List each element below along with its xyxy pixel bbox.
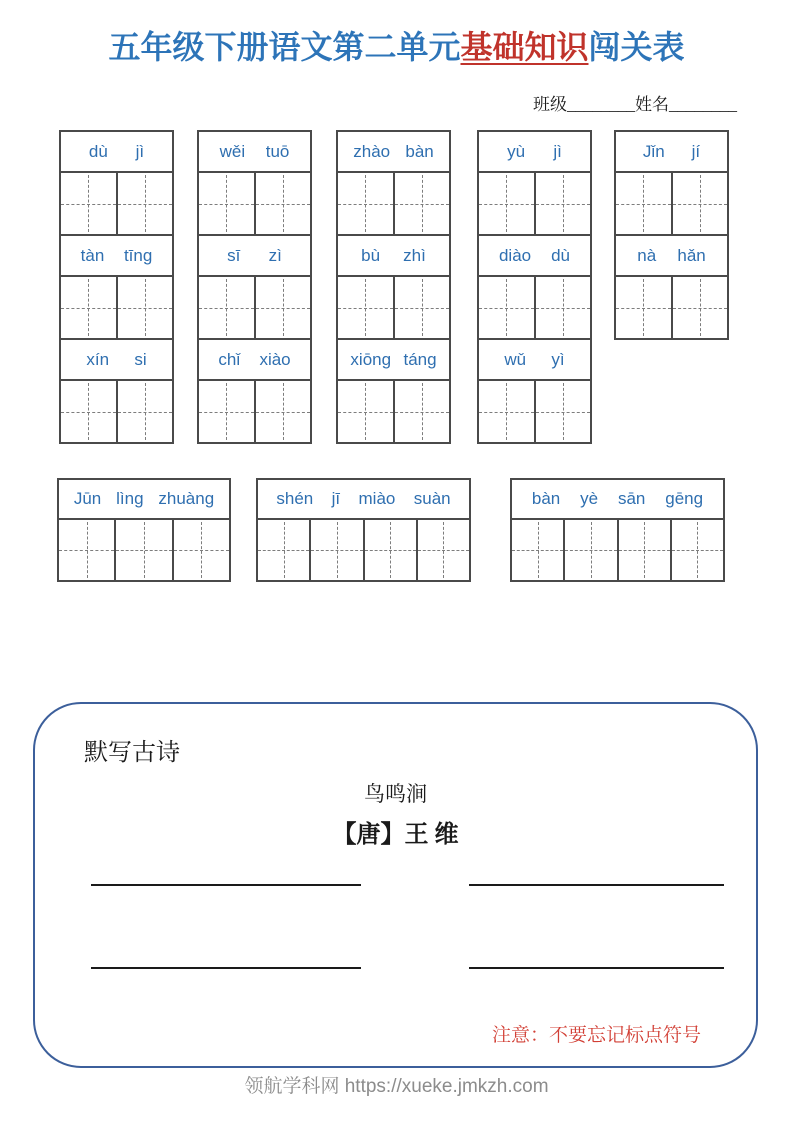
pinyin-syllable: bàn: [531, 489, 561, 508]
pinyin-syllable: shén: [276, 489, 314, 508]
pinyin-label: [479, 236, 590, 277]
writing-cell[interactable]: [61, 277, 116, 338]
pinyin-syllable: sān: [617, 489, 646, 508]
writing-cell[interactable]: [670, 520, 723, 580]
writing-cell[interactable]: [616, 173, 671, 234]
pinyin-label: [258, 480, 469, 520]
pinyin-syllable: dù: [88, 141, 108, 161]
pinyin-label: [338, 236, 449, 277]
pinyin-label: [479, 132, 590, 173]
class-blank-field[interactable]: ________: [567, 95, 635, 114]
writing-cell[interactable]: [616, 277, 671, 338]
pinyin-label: [61, 236, 172, 277]
writing-cell[interactable]: [479, 277, 534, 338]
pinyin-syllable: yì: [551, 349, 565, 369]
writing-grid-row: [59, 520, 229, 580]
writing-grid-row: [61, 277, 172, 340]
pinyin-syllable: bù: [361, 245, 381, 265]
page-title: [0, 22, 793, 68]
writing-cell[interactable]: [338, 173, 393, 234]
poem-author: 【唐】王 维: [332, 822, 459, 848]
pinyin-word-column-4: [477, 130, 592, 444]
writing-grid-row: [61, 173, 172, 236]
writing-cell[interactable]: [479, 381, 534, 442]
writing-cell[interactable]: [116, 277, 173, 338]
writing-grid-row: [258, 520, 469, 580]
writing-grid-row: [479, 381, 590, 442]
pinyin-syllable: jì: [553, 141, 562, 161]
writing-cell[interactable]: [512, 520, 563, 580]
writing-cell[interactable]: [254, 277, 311, 338]
pinyin-syllable: suàn: [413, 489, 451, 508]
page-title-highlight: 基础知识: [460, 29, 589, 65]
writing-grid-row: [199, 381, 310, 442]
writing-grid-row: [616, 277, 727, 338]
writing-cell[interactable]: [172, 520, 229, 580]
pinyin-label: [59, 480, 229, 520]
pinyin-syllable: bàn: [405, 141, 434, 161]
pinyin-syllable: táng: [403, 349, 437, 369]
pinyin-syllable: wěi: [219, 141, 246, 161]
pinyin-label: [338, 132, 449, 173]
writing-cell[interactable]: [309, 520, 362, 580]
pinyin-word-column-3: [336, 130, 451, 444]
pinyin-syllable: sī: [227, 245, 241, 265]
pinyin-syllable: tuō: [265, 141, 290, 161]
pinyin-label: [199, 132, 310, 173]
pinyin-syllable: yè: [580, 489, 599, 508]
pinyin-syllable: tīng: [123, 245, 153, 265]
writing-cell[interactable]: [199, 381, 254, 442]
class-label: 班级: [533, 95, 567, 114]
pinyin-label: [512, 480, 723, 520]
writing-cell[interactable]: [199, 173, 254, 234]
pinyin-syllable: dù: [551, 245, 570, 265]
writing-cell[interactable]: [617, 520, 670, 580]
writing-grid-row: [61, 381, 172, 442]
pinyin-syllable: xiōng: [350, 349, 392, 369]
name-label: 姓名: [635, 95, 669, 114]
name-blank-field[interactable]: ________: [669, 95, 737, 114]
pinyin-label: [61, 340, 172, 381]
writing-cell[interactable]: [258, 520, 309, 580]
pinyin-word-column-1: [59, 130, 174, 444]
writing-cell[interactable]: [393, 277, 450, 338]
pinyin-syllable: chǐ: [218, 349, 241, 369]
poem-section: [33, 702, 758, 1068]
writing-grid-row: [199, 277, 310, 340]
writing-grid-row: [338, 173, 449, 236]
writing-cell[interactable]: [61, 173, 116, 234]
writing-cell[interactable]: [61, 381, 116, 442]
writing-grid-row: [479, 277, 590, 340]
pinyin-syllable: zhì: [403, 245, 426, 265]
pinyin-syllable: jí: [691, 141, 701, 161]
writing-cell[interactable]: [363, 520, 416, 580]
writing-cell[interactable]: [338, 277, 393, 338]
pinyin-syllable: nà: [637, 245, 657, 265]
writing-cell[interactable]: [393, 381, 450, 442]
writing-grid-row: [616, 173, 727, 236]
pinyin-syllable: diào: [498, 245, 532, 265]
pinyin-phrase-box-2: [256, 478, 471, 582]
writing-grid-row: [512, 520, 723, 580]
writing-cell[interactable]: [393, 173, 450, 234]
writing-cell[interactable]: [116, 173, 173, 234]
writing-cell[interactable]: [116, 381, 173, 442]
poem-answer-line-4[interactable]: [469, 967, 724, 969]
poem-answer-line-2[interactable]: [469, 884, 724, 886]
writing-cell[interactable]: [254, 173, 311, 234]
pinyin-label: [338, 340, 449, 381]
writing-cell[interactable]: [563, 520, 616, 580]
class-name-fields: [533, 90, 737, 115]
writing-grid-row: [199, 173, 310, 236]
pinyin-syllable: wǔ: [504, 349, 527, 369]
writing-grid-row: [338, 277, 449, 340]
pinyin-syllable: zhuàng: [158, 489, 215, 508]
writing-cell[interactable]: [534, 277, 591, 338]
pinyin-word-column-5: [614, 130, 729, 340]
pinyin-syllable: lìng: [116, 489, 144, 508]
writing-cell[interactable]: [671, 173, 728, 234]
pinyin-syllable: xiào: [259, 349, 291, 369]
pinyin-syllable: si: [134, 349, 147, 369]
writing-grid-row: [338, 381, 449, 442]
pinyin-label: [199, 236, 310, 277]
pinyin-syllable: hǎn: [677, 245, 706, 265]
pinyin-syllable: Jūn: [73, 489, 102, 508]
pinyin-syllable: miào: [358, 489, 396, 508]
page-title-prefix: 五年级下册语文第二单元: [108, 29, 461, 65]
writing-cell[interactable]: [254, 381, 311, 442]
poem-title: 鸟鸣涧: [364, 782, 427, 806]
pinyin-syllable: Jǐn: [642, 141, 665, 161]
writing-cell[interactable]: [671, 277, 728, 338]
pinyin-phrase-box-1: [57, 478, 231, 582]
writing-cell[interactable]: [59, 520, 114, 580]
writing-cell[interactable]: [416, 520, 469, 580]
pinyin-syllable: xín: [86, 349, 110, 369]
page-title-suffix: 闯关表: [588, 29, 685, 65]
pinyin-syllable: jī: [331, 489, 341, 508]
poem-answer-line-3[interactable]: [91, 967, 361, 969]
pinyin-syllable: tàn: [80, 245, 105, 265]
pinyin-label: [199, 340, 310, 381]
poem-heading: 默写古诗: [84, 740, 180, 766]
pinyin-syllable: gēng: [665, 489, 704, 508]
writing-cell[interactable]: [534, 381, 591, 442]
pinyin-syllable: zhào: [353, 141, 391, 161]
pinyin-syllable: zì: [268, 245, 282, 265]
pinyin-phrase-box-3: [510, 478, 725, 582]
pinyin-word-column-2: [197, 130, 312, 444]
writing-cell[interactable]: [479, 173, 534, 234]
writing-cell[interactable]: [534, 173, 591, 234]
pinyin-syllable: yù: [507, 141, 526, 161]
footer-watermark: 领航学科网 https://xueke.jmkzh.com: [244, 1076, 549, 1097]
writing-cell[interactable]: [199, 277, 254, 338]
pinyin-label: [616, 132, 727, 173]
writing-cell[interactable]: [114, 520, 171, 580]
pinyin-label: [479, 340, 590, 381]
punctuation-note: 注意：不要忘记标点符号: [491, 1025, 701, 1046]
poem-answer-line-1[interactable]: [91, 884, 361, 886]
pinyin-syllable: jì: [135, 141, 145, 161]
writing-grid-row: [479, 173, 590, 236]
pinyin-label: [61, 132, 172, 173]
writing-cell[interactable]: [338, 381, 393, 442]
pinyin-label: [616, 236, 727, 277]
